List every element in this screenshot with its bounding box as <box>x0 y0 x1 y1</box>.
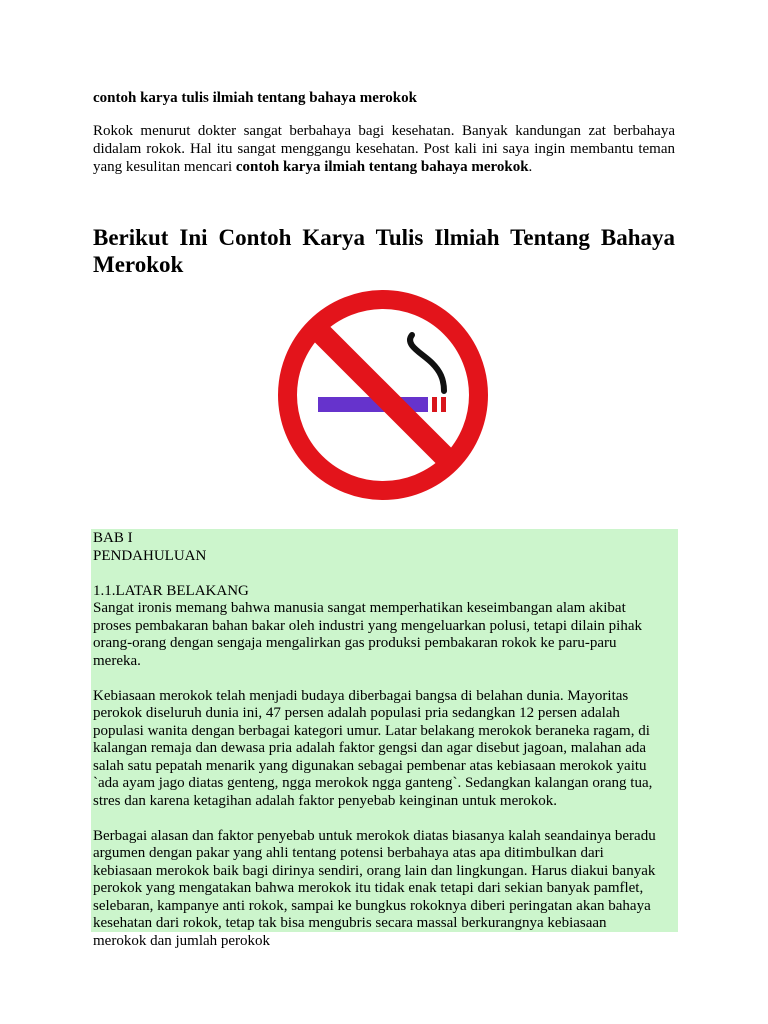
paragraph-line: salah satu pepatah menarik yang digunakan sebagai pembenar atas kebiasaan merokok yaitu <box>93 757 647 774</box>
no-smoking-sign <box>276 295 492 495</box>
paragraph-line: perokok yang mengatakan bahwa merokok itu tidak enak tetapi dari sekian banyak pamflet, <box>93 880 644 896</box>
section-title: 1.1.LATAR BELAKANG <box>93 582 249 599</box>
smoke-icon <box>410 335 444 391</box>
paragraph-line: stres dan karena ketagihan adalah faktor penyebab keinginan untuk merokok. <box>93 792 557 809</box>
paragraph-line: perokok diseluruh dunia ini, 47 persen adalah populasi pria sedangkan 12 persen adalah <box>93 705 620 721</box>
cigarette-ember-tip <box>441 397 446 412</box>
main-heading: Berikut Ini Contoh Karya Tulis Ilmiah Tentang Bahaya Merokok <box>93 225 675 277</box>
paragraph-line: selebaran, kampanye anti rokok, sampai ke bungkus rokoknya diberi peringatan akan bahaya <box>93 897 651 914</box>
paragraph-line: Sangat ironis memang bahwa manusia sangat memperhatikan keseimbangan alam akibat <box>93 600 626 616</box>
intro-bold-keyword: contoh karya ilmiah tentang bahaya merokok <box>235 159 529 175</box>
intro-paragraph <box>93 122 675 176</box>
paragraph-line: argumen dengan pakar yang ahli tentang potensi berbahaya atas apa ditimbulkan dari <box>93 845 604 861</box>
prohibition-slash <box>319 331 447 459</box>
paragraph-1 <box>93 600 676 670</box>
paragraph-line: proses pembakaran bahan bakar oleh industri yang mengeluarkan polusi, tetapi dilain pihak <box>93 617 643 634</box>
content-box <box>91 529 678 949</box>
cigarette-ember <box>432 397 437 412</box>
spacer <box>93 670 676 688</box>
paragraph-3 <box>93 828 676 951</box>
paragraph-line: merokok dan jumlah perokok <box>93 932 271 949</box>
intro-text: Rokok menurut dokter sangat berbahaya bagi kesehatan. Banyak kandungan zat berbahaya didalam rokok. Hal itu sangat menggangu kesehatan. Post kali ini saya ingin membantu teman yang kesulitan mencari <box>93 123 675 175</box>
chapter-label: BAB I <box>93 530 133 546</box>
no-smoking-icon <box>276 295 492 495</box>
paragraph-line: Berbagai alasan dan faktor penyebab untuk merokok diatas biasanya kalah seandainya beradu <box>93 827 656 844</box>
spacer <box>93 565 676 583</box>
document-title: contoh karya tulis ilmiah tentang bahaya merokok <box>93 90 417 106</box>
paragraph-line: `ada ayam jago diatas genteng, ngga merokok ngga ganteng`. Sedangkan kalangan orang tua, <box>93 775 653 791</box>
intro-period: . <box>528 159 533 175</box>
paragraph-2 <box>93 688 676 811</box>
paragraph-line: orang-orang dengan sengaja mengalirkan gas produksi pembakaran rokok ke paru-paru <box>93 635 617 651</box>
chapter-title: PENDAHULUAN <box>93 547 207 564</box>
spacer <box>93 810 676 828</box>
paragraph-line: Kebiasaan merokok telah menjadi budaya diberbagai bangsa di belahan dunia. Mayoritas <box>93 687 629 704</box>
paragraph-line: populasi wanita dengan berbagai kategori umur. Latar belakang merokok beraneka ragam, di <box>93 722 650 739</box>
paragraph-line: mereka. <box>93 652 141 669</box>
paragraph-line: kebiasaan merokok baik bagi dirinya sendiri, orang lain dan lingkungan. Harus diakui banyak <box>93 862 656 879</box>
paragraph-line: kesehatan dari rokok, tetap tak bisa mengubris secara massal berkurangnya kebiasaan <box>93 915 607 931</box>
paragraph-line: kalangan remaja dan dewasa pria adalah faktor gengsi dan agar disebut jagoan, malahan ada <box>93 740 647 756</box>
